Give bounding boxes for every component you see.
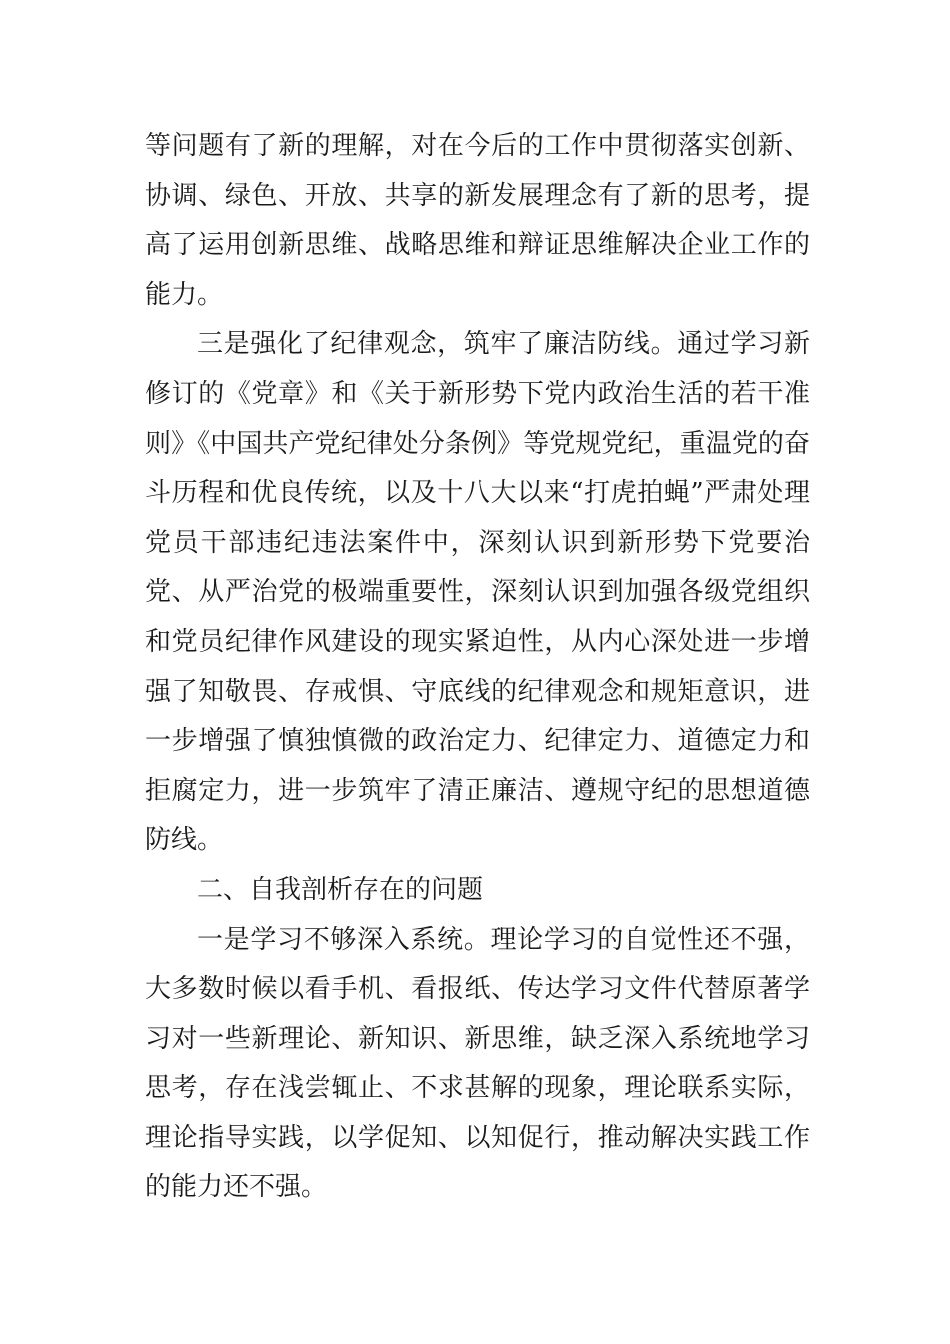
paragraph-discipline: 三是强化了纪律观念，筑牢了廉洁防线。通过学习新修订的《党章》和《关于新形势下党内政治生活的若干准则》《中国共产党纪律处分条例》等党规党纪，重温党的奋斗历程和优良传统，以及十八大以来“打虎拍蝇”严肃处理党员干部违纪违法案件中，深刻认识到新形势下党要治党、从严治党的极端重要性，深刻认识到加强各级党组织和党员纪律作风建设的现实紧迫性，从内心深处进一步增强了知敬畏、存戒惧、守底线的纪律观念和规矩意识，进一步增强了慎独慎微的政治定力、纪律定力、道德定力和拒腐定力，进一步筑牢了清正廉洁、遵规守纪的思想道德防线。 [145, 329, 810, 856]
paragraph-study: 一是学习不够深入系统。理论学习的自觉性还不强，大多数时候以看手机、看报纸、传达学习文件代替原著学习对一些新理论、新知识、新思维，缺乏深入系统地学习思考，存在浅尝辄止、不求甚解的现象，理论联系实际，理论指导实践，以学促知、以知促行，推动解决实践工作的能力还不强。 [145, 924, 810, 1203]
document-body [145, 122, 810, 1213]
section-heading-problems: 二、自我剖析存在的问题 [197, 874, 484, 905]
paragraph-continuation: 等问题有了新的理解，对在今后的工作中贯彻落实创新、协调、绿色、开放、共享的新发展理念有了新的思考，提高了运用创新思维、战略思维和辩证思维解决企业工作的能力。 [145, 131, 810, 310]
